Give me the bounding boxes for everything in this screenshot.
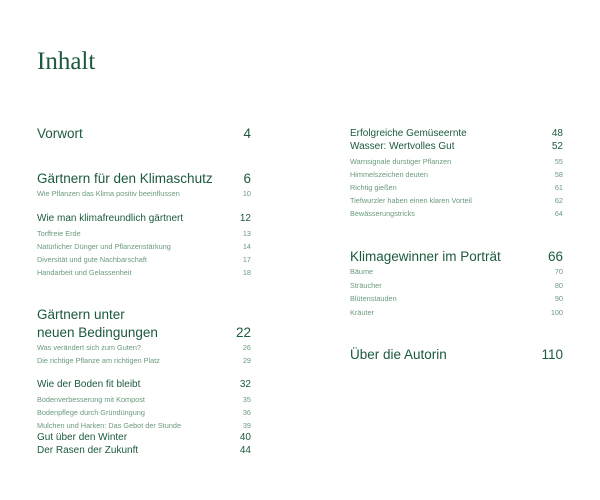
toc-entry-label: Bewässerungstricks bbox=[350, 209, 415, 218]
toc-entry-page: 12 bbox=[239, 213, 251, 224]
toc-entry-label: Kräuter bbox=[350, 308, 374, 317]
toc-entry-page: 44 bbox=[239, 445, 251, 456]
toc-subentry[interactable] bbox=[37, 395, 251, 405]
toc-entry-label: Richtig gießen bbox=[350, 183, 397, 192]
toc-entry-label: Bodenverbesserung mit Kompost bbox=[37, 395, 145, 404]
toc-entry-page: 32 bbox=[239, 379, 251, 390]
toc-entry-label: Was verändert sich zum Guten? bbox=[37, 343, 141, 352]
toc-entry-page: 90 bbox=[554, 294, 563, 303]
toc-subentry[interactable] bbox=[350, 183, 563, 193]
toc-entry-page: 22 bbox=[235, 325, 251, 340]
toc-entry-page: 36 bbox=[242, 408, 251, 417]
toc-entry-autorin[interactable] bbox=[350, 347, 563, 363]
toc-entry-label-line1: Gärtnern unter bbox=[37, 307, 125, 322]
toc-entry-page: 100 bbox=[550, 308, 563, 317]
toc-entry-page: 14 bbox=[242, 242, 251, 251]
toc-entry-label: Vorwort bbox=[37, 126, 83, 141]
toc-entry-label: Wie man klimafreundlich gärtnert bbox=[37, 213, 184, 224]
toc-subentry[interactable] bbox=[37, 229, 251, 239]
toc-subentry[interactable] bbox=[350, 196, 563, 206]
toc-subentry[interactable] bbox=[350, 294, 563, 304]
toc-subentry[interactable] bbox=[350, 281, 563, 291]
toc-entry-label: Blütenstauden bbox=[350, 294, 397, 303]
toc-subentry[interactable] bbox=[350, 308, 563, 318]
toc-subentry[interactable] bbox=[37, 255, 251, 265]
toc-entry-page: 80 bbox=[554, 281, 563, 290]
toc-entry-page: 61 bbox=[554, 183, 563, 192]
toc-entry-label: Tiefwurzler haben einen klaren Vorteil bbox=[350, 196, 472, 205]
toc-subentry[interactable] bbox=[37, 242, 251, 252]
toc-entry-page: 40 bbox=[239, 432, 251, 443]
toc-entry-vorwort[interactable] bbox=[37, 126, 251, 142]
toc-entry-page: 35 bbox=[242, 395, 251, 404]
toc-subentry[interactable] bbox=[350, 170, 563, 180]
toc-entry-label: Gut über den Winter bbox=[37, 432, 128, 443]
toc-entry-page: 13 bbox=[242, 229, 251, 238]
toc-subentry[interactable] bbox=[37, 421, 251, 431]
toc-subentry[interactable] bbox=[37, 408, 251, 418]
toc-entry-rasen[interactable] bbox=[37, 445, 251, 457]
toc-entry-label: Torffreie Erde bbox=[37, 229, 81, 238]
toc-entry-label: Bäume bbox=[350, 267, 374, 276]
toc-entry-page: 110 bbox=[541, 347, 563, 362]
toc-entry-page: 17 bbox=[242, 255, 251, 264]
toc-subentry[interactable] bbox=[37, 356, 251, 366]
toc-entry-label: Der Rasen der Zukunft bbox=[37, 445, 139, 456]
toc-entry-label: Wie der Boden fit bleibt bbox=[37, 379, 141, 390]
toc-entry-page: 55 bbox=[554, 157, 563, 166]
toc-subentry[interactable] bbox=[350, 267, 563, 277]
toc-subentry[interactable] bbox=[350, 209, 563, 219]
toc-entry-page: 18 bbox=[242, 268, 251, 277]
toc-subentry[interactable] bbox=[350, 157, 563, 167]
toc-entry-label: Wie Pflanzen das Klima positiv beeinflussen bbox=[37, 189, 180, 198]
toc-entry-page: 58 bbox=[554, 170, 563, 179]
toc-entry-page: 64 bbox=[554, 209, 563, 218]
toc-entry-label: Erfolgreiche Gemüseernte bbox=[350, 128, 467, 139]
toc-entry-label: Mulchen und Harken: Das Gebot der Stunde bbox=[37, 421, 181, 430]
toc-entry-winter[interactable] bbox=[37, 432, 251, 444]
toc-subentry[interactable] bbox=[37, 268, 251, 278]
toc-entry-page: 70 bbox=[554, 267, 563, 276]
toc-entry-klimafreundlich[interactable] bbox=[37, 213, 251, 225]
toc-entry-ernte[interactable] bbox=[350, 128, 563, 140]
toc-entry-page: 66 bbox=[547, 249, 563, 264]
toc-entry-page: 26 bbox=[242, 343, 251, 352]
toc-entry-label: Die richtige Pflanze am richtigen Platz bbox=[37, 356, 160, 365]
toc-entry-label: Klimagewinner im Porträt bbox=[350, 249, 501, 264]
toc-entry-page: 62 bbox=[554, 196, 563, 205]
toc-entry-page: 10 bbox=[242, 189, 251, 198]
toc-entry-label: Über die Autorin bbox=[350, 347, 447, 362]
toc-entry-label: Natürlicher Dünger und Pflanzenstärkung bbox=[37, 242, 171, 251]
toc-entry-page: 48 bbox=[551, 128, 563, 139]
toc-entry-boden[interactable] bbox=[37, 379, 251, 391]
toc-entry-label: Himmelszeichen deuten bbox=[350, 170, 428, 179]
toc-entry-label: Diversität und gute Nachbarschaft bbox=[37, 255, 147, 264]
toc-subentry[interactable] bbox=[37, 343, 251, 353]
toc-entry-label-line2: neuen Bedingungen bbox=[37, 325, 158, 340]
toc-entry-page: 52 bbox=[551, 141, 563, 152]
toc-subentry[interactable] bbox=[37, 189, 251, 199]
page-title: Inhalt bbox=[37, 48, 96, 75]
toc-entry-page: 29 bbox=[242, 356, 251, 365]
toc-entry-page: 4 bbox=[243, 126, 251, 141]
toc-entry-page: 6 bbox=[243, 171, 251, 186]
toc-entry-label: Sträucher bbox=[350, 281, 382, 290]
toc-entry-label: Warnsignale durstiger Pflanzen bbox=[350, 157, 452, 166]
toc-entry-klimaschutz[interactable] bbox=[37, 171, 251, 187]
toc-entry-label: Gärtnern für den Klimaschutz bbox=[37, 171, 213, 186]
toc-entry-bedingungen[interactable] bbox=[37, 306, 251, 342]
toc-entry-page: 39 bbox=[242, 421, 251, 430]
toc-entry-label bbox=[37, 306, 158, 342]
toc-entry-label: Wasser: Wertvolles Gut bbox=[350, 141, 455, 152]
toc-entry-klimagewinner[interactable] bbox=[350, 249, 563, 265]
toc-entry-label: Bodenpflege durch Gründüngung bbox=[37, 408, 145, 417]
toc-entry-label: Handarbeit und Gelassenheit bbox=[37, 268, 132, 277]
toc-entry-wasser[interactable] bbox=[350, 141, 563, 153]
